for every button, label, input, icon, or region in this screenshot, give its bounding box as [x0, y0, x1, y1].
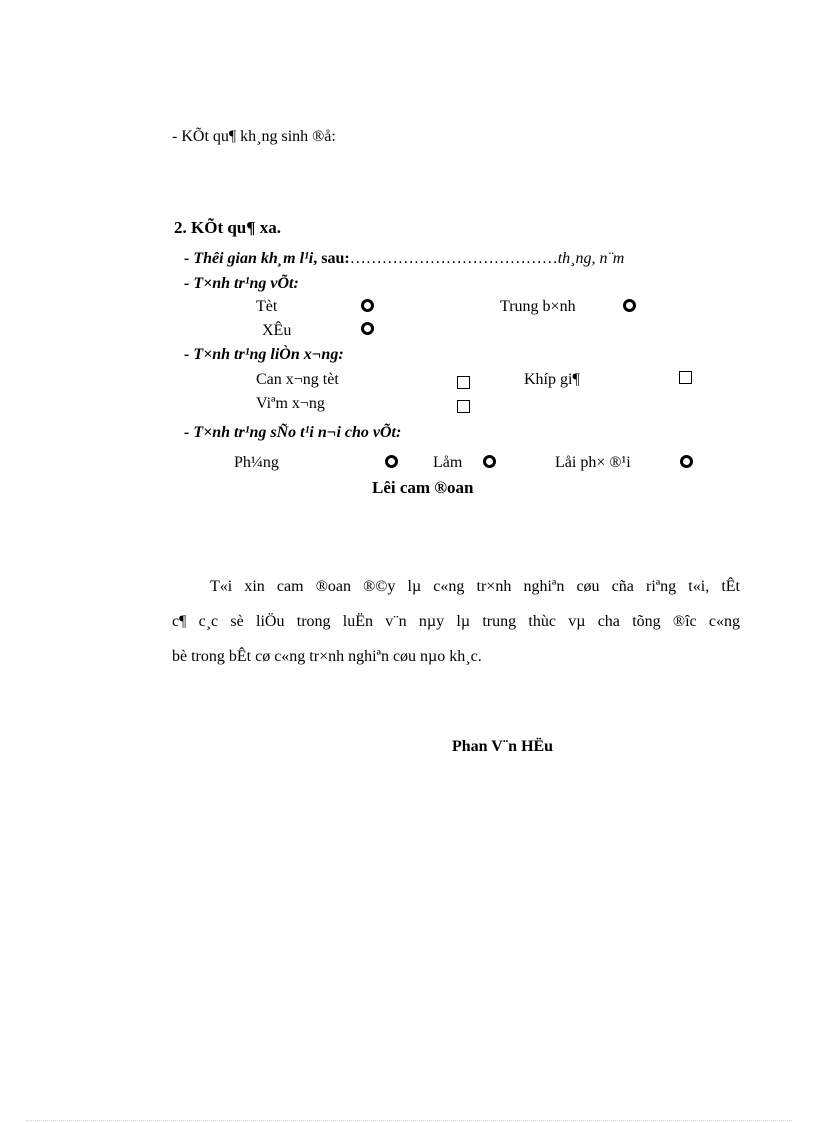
scar-option-hypertrophic-label: Låi ph× ®¹i: [555, 454, 631, 471]
scar-option-flat-radio[interactable]: [385, 455, 398, 468]
declaration-line-3: bè trong bÊt cø c«ng tr×nh nghiªn cøu nµo kh¸c.: [172, 648, 482, 665]
follow-up-time-suffix: th¸ng, n¨m: [557, 250, 625, 267]
scar-option-sunken-label: Låm: [433, 454, 463, 471]
declaration-title: Lêi cam ®oan: [372, 478, 474, 497]
declaration-line-2: c¶ c¸c sè liÖu trong luËn v¨n nµy lµ trung thùc vµ cha tõng ®îc c«ng: [172, 613, 740, 630]
follow-up-time-sep: , sau:: [313, 250, 350, 267]
wound-option-average-radio[interactable]: [623, 299, 636, 312]
bone-option-osteitis-checkbox[interactable]: [457, 400, 470, 413]
follow-up-time-dots: …………………………………: [349, 250, 558, 267]
declaration-line-1: T«i xin cam ®oan ®©y lµ c«ng tr×nh nghiªn cøu cña riªng t«i, tÊt: [210, 578, 740, 595]
scar-option-sunken-radio[interactable]: [483, 455, 496, 468]
scar-option-flat-label: Ph¼ng: [234, 454, 279, 471]
wound-option-good-label: Tèt: [256, 298, 278, 315]
wound-option-good-radio[interactable]: [361, 299, 374, 312]
bone-option-pseudo-joint-checkbox[interactable]: [679, 371, 692, 384]
bone-option-good-label: Can x¬ng tèt: [256, 371, 339, 388]
wound-option-average-label: Trung b×nh: [500, 298, 576, 315]
scar-status-label: - T×nh tr¹ng sÑo t¹i n¬i cho vÕt:: [184, 424, 402, 441]
follow-up-time-label: - Thêi gian kh¸m l¹i: [184, 250, 314, 267]
scar-option-hypertrophic-radio[interactable]: [680, 455, 693, 468]
signature-name: Phan V¨n HËu: [452, 738, 554, 755]
declaration-paragraph: [172, 569, 740, 674]
bone-option-osteitis-label: Viªm x¬ng: [256, 395, 325, 412]
bone-option-good-checkbox[interactable]: [457, 376, 470, 389]
follow-up-time-row: [184, 250, 624, 268]
wound-option-bad-radio[interactable]: [361, 322, 374, 335]
wound-status-label: - T×nh tr¹ng vÕt:: [184, 275, 299, 292]
page-bottom-rule: [26, 1120, 792, 1121]
bone-union-label: - T×nh tr¹ng liÒn x¬ng:: [184, 346, 344, 363]
section-heading: 2. KÕt qu¶ xa.: [174, 218, 281, 237]
bone-option-pseudo-joint-label: Khíp gi¶: [524, 371, 580, 388]
result-line: - KÕt qu¶ kh¸ng sinh ®å:: [172, 128, 336, 145]
wound-option-bad-label: XÊu: [262, 322, 292, 339]
